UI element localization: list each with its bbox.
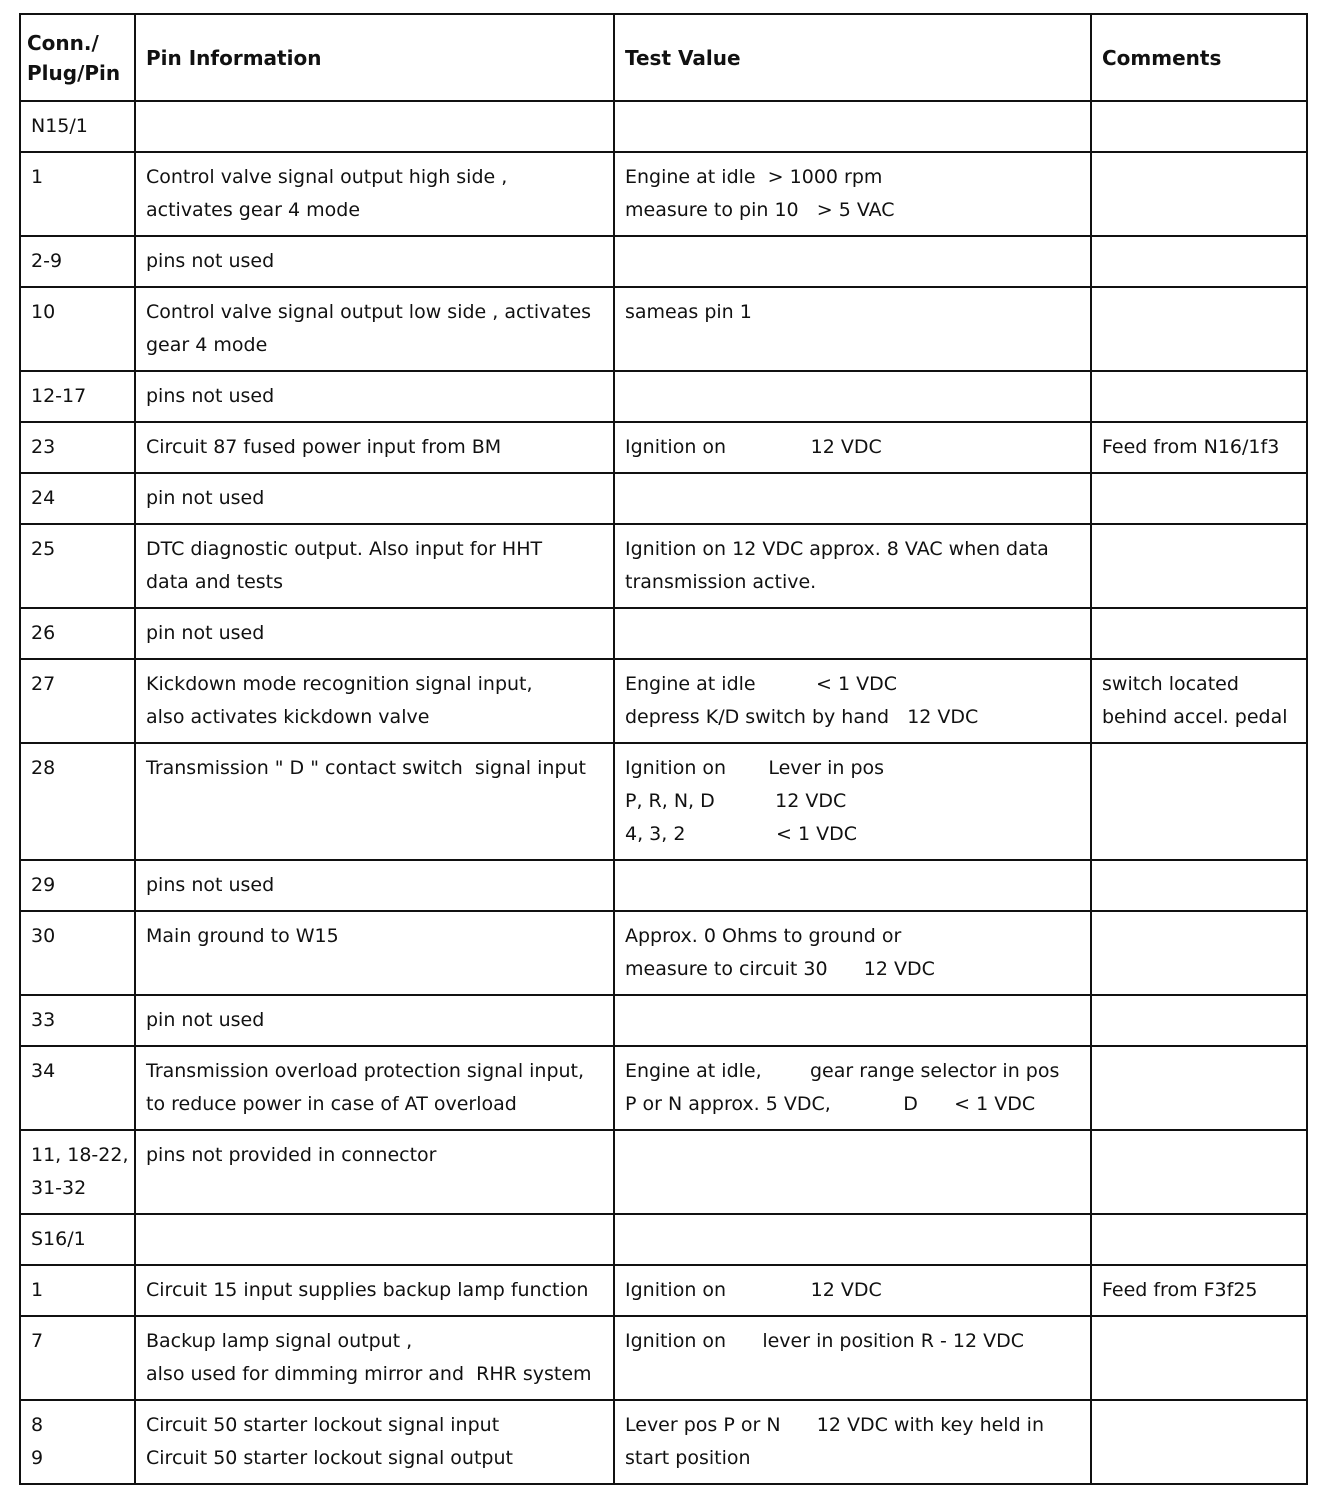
test-value-cell-line: Ignition on lever in position R - 12 VDC [625,1330,1024,1352]
test-value-cell [614,1130,1091,1214]
table-row [20,371,1307,422]
comments-cell [1091,1265,1307,1316]
table-row [20,152,1307,236]
pin-information-cell-line: Circuit 87 fused power input from BM [146,436,502,458]
test-value-cell [614,1265,1091,1316]
table-body [20,101,1307,1484]
test-value-cell [614,524,1091,608]
pin-cell [20,608,135,659]
pin-cell-line: 24 [31,487,56,509]
pin-information-cell [135,608,614,659]
pin-information-cell [135,743,614,860]
comments-cell [1091,152,1307,236]
test-value-cell [614,860,1091,911]
pin-information-cell-line: pin not used [146,1009,265,1031]
table-row [20,287,1307,371]
table-row [20,860,1307,911]
pin-cell-line: 10 [31,301,56,323]
test-value-cell-line: 4, 3, 2 < 1 VDC [625,823,857,845]
table-row [20,1265,1307,1316]
comments-cell-line: behind accel. pedal [1102,706,1288,728]
pin-information-cell-line: Main ground to W15 [146,925,339,947]
table-row [20,1400,1307,1484]
pin-cell [20,659,135,743]
pin-cell [20,152,135,236]
test-value-cell-line: measure to circuit 30 12 VDC [625,958,935,980]
pin-cell [20,1046,135,1130]
test-value-cell [614,659,1091,743]
pin-cell-line: 11, 18-22, [31,1144,129,1166]
comments-cell [1091,1046,1307,1130]
pin-information-cell-line: activates gear 4 mode [146,199,361,221]
pin-information-cell-line: also used for dimming mirror and RHR system [146,1363,592,1385]
pin-information-cell-line: pin not used [146,622,265,644]
pin-information-cell [135,236,614,287]
test-value-cell [614,1046,1091,1130]
pin-cell [20,473,135,524]
header-test-value: Test Value [614,14,1091,101]
comments-cell [1091,1400,1307,1484]
pin-information-cell-line: Backup lamp signal output , [146,1330,413,1352]
pin-information-cell [135,1130,614,1214]
table-row [20,743,1307,860]
pin-information-cell [135,659,614,743]
pin-cell-line: 1 [31,166,44,188]
pin-cell [20,1400,135,1484]
pin-information-cell [135,1316,614,1400]
table-row [20,524,1307,608]
test-value-cell-line: Engine at idle, gear range selector in pos [625,1060,1060,1082]
pin-information-cell [135,1265,614,1316]
test-value-cell [614,608,1091,659]
pin-information-cell [135,995,614,1046]
comments-cell [1091,743,1307,860]
pin-cell [20,1265,135,1316]
test-value-cell-line: Engine at idle > 1000 rpm [625,166,883,188]
pin-cell-line: 29 [31,874,56,896]
pin-cell [20,101,135,152]
pin-information-cell [135,1046,614,1130]
table-row [20,1316,1307,1400]
pin-cell-line: N15/1 [31,115,88,137]
pin-information-cell [135,422,614,473]
comments-cell [1091,659,1307,743]
pin-cell [20,422,135,473]
test-value-cell-line: Ignition on 12 VDC approx. 8 VAC when data [625,538,1049,560]
test-value-cell-line: P or N approx. 5 VDC, D < 1 VDC [625,1093,1036,1115]
test-value-cell-line: sameas pin 1 [625,301,752,323]
pin-cell-line: 34 [31,1060,56,1082]
pin-information-cell [135,1400,614,1484]
header-conn-line2: Plug/Pin [27,60,121,85]
test-value-cell-line: Ignition on Lever in pos [625,757,885,779]
test-value-cell-line: Approx. 0 Ohms to ground or [625,925,902,947]
table-row [20,995,1307,1046]
pin-cell [20,995,135,1046]
pin-cell [20,524,135,608]
pin-cell [20,860,135,911]
table-row [20,422,1307,473]
test-value-cell-line: depress K/D switch by hand 12 VDC [625,706,979,728]
pin-information-cell-line: gear 4 mode [146,334,268,356]
pin-information-cell-line: pins not used [146,385,275,407]
test-value-cell [614,911,1091,995]
test-value-cell-line: start position [625,1447,751,1469]
comments-cell [1091,1214,1307,1265]
pin-cell-line: 23 [31,436,56,458]
pin-cell [20,371,135,422]
test-value-cell [614,1214,1091,1265]
comments-cell [1091,287,1307,371]
test-value-cell-line: measure to pin 10 > 5 VAC [625,199,895,221]
test-value-cell [614,995,1091,1046]
pin-information-cell-line: Circuit 50 starter lockout signal input [146,1414,500,1436]
pin-information-cell [135,473,614,524]
test-value-cell [614,1316,1091,1400]
pin-information-cell [135,911,614,995]
test-value-cell [614,422,1091,473]
pin-information-cell-line: also activates kickdown valve [146,706,430,728]
pin-cell-line: 25 [31,538,56,560]
pin-information-cell-line: pin not used [146,487,265,509]
comments-cell-line: Feed from N16/1f3 [1102,436,1280,458]
test-value-cell-line: Ignition on 12 VDC [625,1279,882,1301]
pin-cell-line: 27 [31,673,56,695]
test-value-cell [614,473,1091,524]
pin-information-cell-line: Transmission " D " contact switch signal input [146,757,586,779]
pin-information-cell-line: DTC diagnostic output. Also input for HHT [146,538,543,560]
table-row [20,473,1307,524]
pin-cell-line: 28 [31,757,56,779]
comments-cell-line: switch located [1102,673,1239,695]
header-conn-plug-pin [20,14,135,101]
pin-information-cell [135,287,614,371]
pin-information-cell [135,524,614,608]
comments-cell [1091,911,1307,995]
table-row [20,608,1307,659]
pin-information-cell-line: Circuit 50 starter lockout signal output [146,1447,513,1469]
pin-information-cell-line: pins not used [146,874,275,896]
table-row [20,1214,1307,1265]
comments-cell-line: Feed from F3f25 [1102,1279,1258,1301]
pin-information-cell-line: to reduce power in case of AT overload [146,1093,517,1115]
pin-cell [20,1214,135,1265]
pin-information-cell [135,860,614,911]
pin-cell [20,236,135,287]
pin-cell-line: 26 [31,622,56,644]
test-value-cell-line: Lever pos P or N 12 VDC with key held in [625,1414,1045,1436]
comments-cell [1091,236,1307,287]
pin-cell [20,1316,135,1400]
pin-information-cell-line: Control valve signal output high side , [146,166,508,188]
pin-information-cell [135,152,614,236]
pin-information-cell-line: data and tests [146,571,284,593]
table-row [20,911,1307,995]
test-value-cell [614,743,1091,860]
test-value-cell-line: transmission active. [625,571,817,593]
test-value-cell [614,287,1091,371]
pin-cell-line: 30 [31,925,56,947]
pin-information-cell [135,101,614,152]
pin-cell-line: 8 [31,1414,44,1436]
table-row [20,1130,1307,1214]
comments-cell [1091,371,1307,422]
pin-cell-line: 2-9 [31,250,63,272]
header-pin-information: Pin Information [135,14,614,101]
pin-information-cell-line: Circuit 15 input supplies backup lamp function [146,1279,589,1301]
pin-cell-line: 7 [31,1330,44,1352]
header-comments: Comments [1091,14,1307,101]
comments-cell [1091,473,1307,524]
pin-information-cell-line: pins not used [146,250,275,272]
pin-information-table [19,13,1308,1485]
header-row [20,14,1307,101]
pin-cell-line: 12-17 [31,385,87,407]
pin-cell-line: 9 [31,1447,44,1469]
pin-cell-line: 1 [31,1279,44,1301]
test-value-cell [614,1400,1091,1484]
pin-information-cell [135,1214,614,1265]
comments-cell [1091,422,1307,473]
test-value-cell-line: P, R, N, D 12 VDC [625,790,847,812]
pin-cell [20,287,135,371]
pin-cell-line: 33 [31,1009,56,1031]
test-value-cell-line: Engine at idle < 1 VDC [625,673,897,695]
header-conn-line1: Conn./ [27,30,99,55]
comments-cell [1091,1316,1307,1400]
pin-cell [20,911,135,995]
comments-cell [1091,995,1307,1046]
pin-cell [20,743,135,860]
table-row [20,101,1307,152]
test-value-cell [614,152,1091,236]
comments-cell [1091,1130,1307,1214]
test-value-cell [614,101,1091,152]
pin-information-cell-line: Transmission overload protection signal input, [146,1060,585,1082]
pin-cell-line: S16/1 [31,1228,86,1250]
table-row [20,659,1307,743]
pin-information-cell-line: pins not provided in connector [146,1144,437,1166]
pin-information-cell-line: Kickdown mode recognition signal input, [146,673,533,695]
table-row [20,1046,1307,1130]
pin-information-cell-line: Control valve signal output low side , activates [146,301,592,323]
pin-cell [20,1130,135,1214]
test-value-cell [614,236,1091,287]
table-row [20,236,1307,287]
test-value-cell-line: Ignition on 12 VDC [625,436,882,458]
comments-cell [1091,608,1307,659]
comments-cell [1091,524,1307,608]
comments-cell [1091,101,1307,152]
pin-cell-line: 31-32 [31,1177,87,1199]
comments-cell [1091,860,1307,911]
pin-information-cell [135,371,614,422]
test-value-cell [614,371,1091,422]
